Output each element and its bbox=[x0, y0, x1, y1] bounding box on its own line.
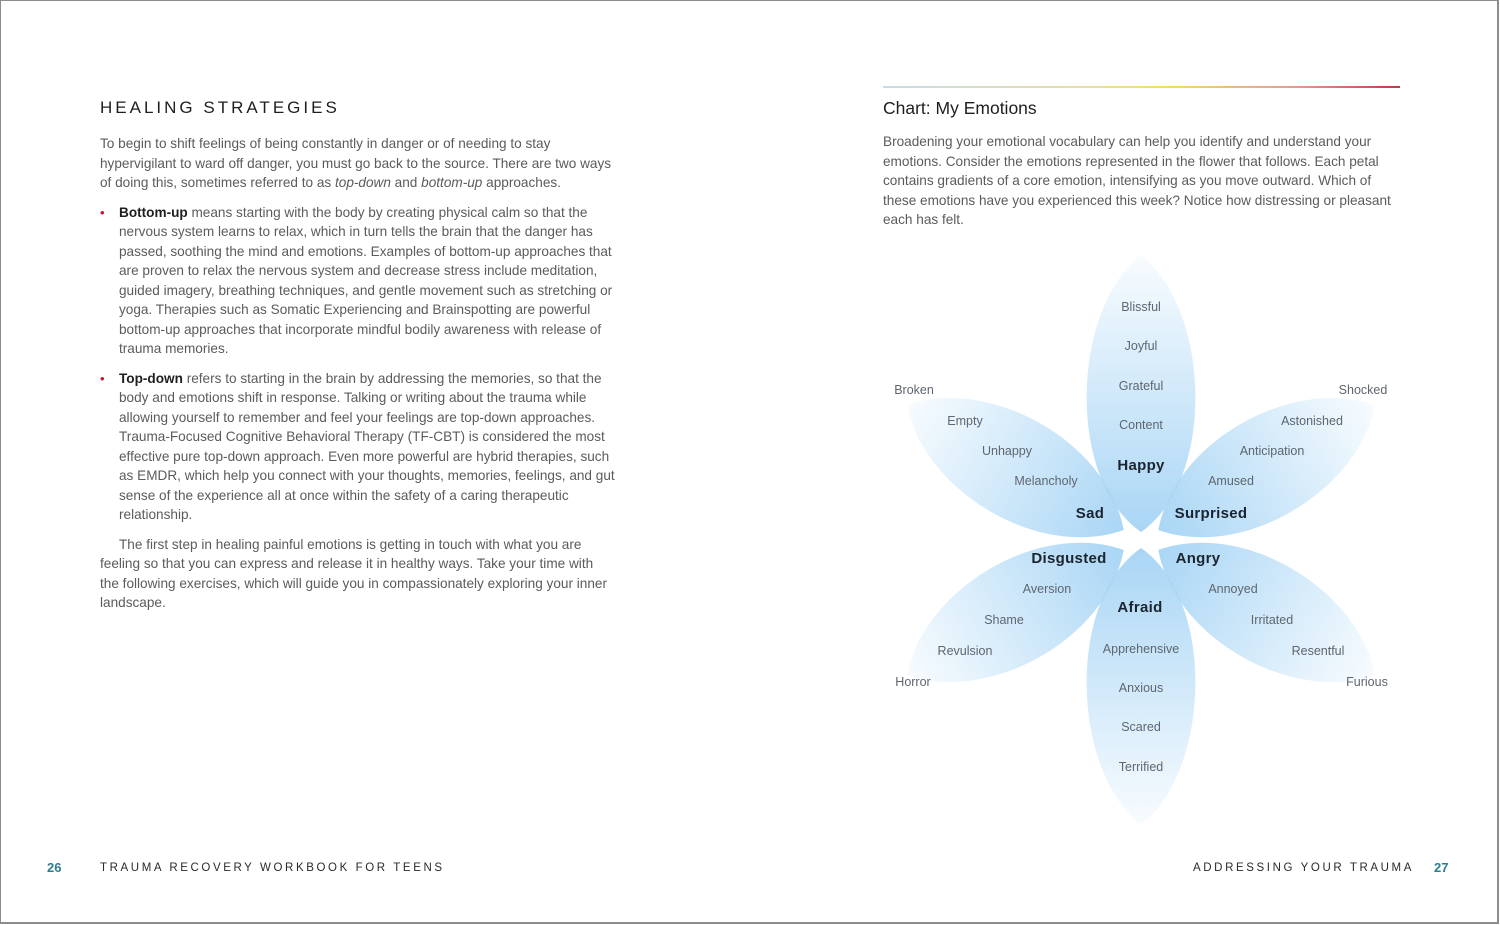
emotion-empty: Empty bbox=[947, 414, 983, 428]
emotion-revulsion: Revulsion bbox=[937, 644, 993, 658]
core-emotion-sad: Sad bbox=[1075, 505, 1105, 522]
flower-petals-graphic bbox=[880, 250, 1400, 830]
emotion-furious: Furious bbox=[1346, 675, 1388, 689]
core-emotion-angry: Angry bbox=[1175, 550, 1221, 567]
emotion-amused: Amused bbox=[1208, 474, 1254, 488]
emotion-horror: Horror bbox=[895, 675, 931, 689]
left-page bbox=[100, 96, 615, 613]
chart-description: Broadening your emotional vocabulary can help you identify and understand your emotions. Consider the emotions represented in the flower that follows. Each petal contains gradients of a core emotion, intensifying as you move outward. Which of these emotions have you experienced this week? Notice how distressing or pleasant each has felt. bbox=[883, 134, 1391, 227]
emotion-content: Content bbox=[1119, 418, 1163, 432]
emotion-annoyed: Annoyed bbox=[1208, 582, 1258, 596]
core-emotion-surprised: Surprised bbox=[1174, 505, 1248, 522]
emotion-astonished: Astonished bbox=[1281, 414, 1343, 428]
emotion-blissful: Blissful bbox=[1121, 300, 1161, 314]
gradient-rule bbox=[883, 86, 1400, 88]
closing-paragraph: The first step in healing painful emotions is getting in touch with what you are feeling so that you can express and release it in healthy ways. Take your time with the following exercises, which will guide you in compassionately exploring your inner landscape. bbox=[100, 536, 608, 610]
emotion-apprehensive: Apprehensive bbox=[1102, 642, 1180, 656]
emotion-unhappy: Unhappy bbox=[981, 444, 1033, 458]
emotion-aversion: Aversion bbox=[1022, 582, 1072, 596]
term-bottom-up: Bottom-up bbox=[119, 204, 188, 220]
core-emotion-disgusted: Disgusted bbox=[1031, 550, 1107, 567]
list-item-bottom-up bbox=[100, 203, 615, 359]
emotion-anticipation: Anticipation bbox=[1239, 444, 1305, 458]
emotion-resentful: Resentful bbox=[1291, 644, 1345, 658]
intro-text-3: approaches. bbox=[482, 175, 561, 190]
right-running-head: ADDRESSING YOUR TRAUMA bbox=[1193, 862, 1414, 874]
core-emotion-happy: Happy bbox=[1117, 457, 1165, 474]
emotion-shame: Shame bbox=[984, 613, 1024, 627]
emotion-scared: Scared bbox=[1121, 720, 1161, 734]
left-running-head: TRAUMA RECOVERY WORKBOOK FOR TEENS bbox=[100, 862, 445, 874]
top-down-text: refers to starting in the brain by addressing the memories, so that the body and emotions shift in response. Talking or writing about the trauma while allowing yourself to remember and feel your feelings are top-down approaches. Trauma-Focused Cognitive Behavioral Therapy (TF-CBT) is considered the most effective pure top-down approach. Even more powerful are hybrid therapies, such as EMDR, which help you connect with your thoughts, memories, feelings, and gut sense of the experience all at once within the safety of a caring therapeutic relationship. bbox=[119, 370, 615, 522]
term-top-down: Top-down bbox=[119, 370, 183, 386]
emotion-broken: Broken bbox=[894, 383, 934, 397]
bullet-icon: • bbox=[100, 370, 105, 386]
intro-italic-bottom-up: bottom-up bbox=[421, 175, 483, 190]
section-title: HEALING STRATEGIES bbox=[100, 98, 340, 117]
emotion-melancholy: Melancholy bbox=[1014, 474, 1078, 488]
emotion-irritated: Irritated bbox=[1250, 613, 1294, 627]
intro-paragraph bbox=[100, 134, 615, 193]
right-page-number: 27 bbox=[1434, 860, 1449, 875]
emotion-grateful: Grateful bbox=[1118, 379, 1164, 393]
emotion-joyful: Joyful bbox=[1124, 339, 1158, 353]
intro-text-2: and bbox=[390, 175, 422, 190]
intro-italic-top-down: top-down bbox=[334, 175, 391, 190]
emotion-anxious: Anxious bbox=[1118, 681, 1164, 695]
core-emotion-afraid: Afraid bbox=[1117, 599, 1163, 616]
chart-title: Chart: My Emotions bbox=[883, 98, 1037, 118]
bottom-up-text: means starting with the body by creating physical calm so that the nervous system learns to relax, which in turn tells the brain that the danger has passed, soothing the mind and emotions. Examples of bottom-up approaches that are proven to relax the nervous system and decrease stress include meditation, guided imagery, breathing techniques, and gentle movement such as stretching or yoga. Therapies such as Somatic Experiencing and Brainspotting are powerful bottom-up approaches that incorporate mindful bodily awareness with release of trauma memories. bbox=[119, 204, 613, 356]
emotion-flower bbox=[880, 250, 1400, 830]
right-page bbox=[883, 96, 1403, 230]
emotion-terrified: Terrified bbox=[1118, 760, 1164, 774]
list-item-top-down bbox=[100, 369, 615, 525]
emotion-shocked: Shocked bbox=[1338, 383, 1388, 397]
left-page-number: 26 bbox=[47, 860, 62, 875]
intro-text-1: To begin to shift feelings of being constantly in danger or of needing to stay hypervigilant to ward off danger, you must go back to the source. There are two ways of doing this, sometimes referred to as bbox=[100, 136, 612, 190]
bullet-icon: • bbox=[100, 204, 105, 220]
approaches-list bbox=[100, 203, 615, 525]
